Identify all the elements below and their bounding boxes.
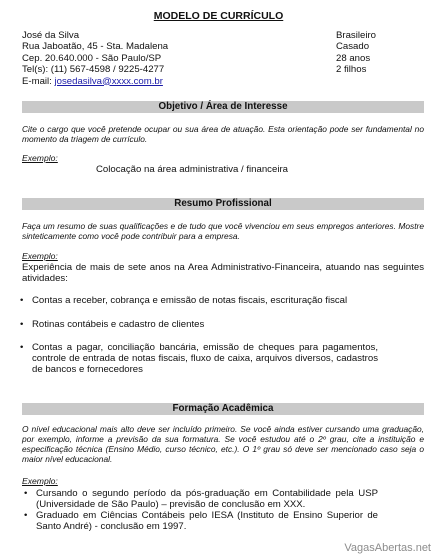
- objetivo-example-label: Exemplo:: [22, 153, 58, 163]
- formacao-example-label: Exemplo:: [22, 476, 58, 486]
- bullet-icon: •: [24, 510, 28, 521]
- postal-code-city: Cep. 20.640.000 - São Paulo/SP: [22, 52, 162, 64]
- document-title-text: MODELO DE CURRÍCULO: [153, 10, 284, 22]
- resumo-list: [20, 295, 378, 306]
- list-item: [24, 510, 378, 532]
- email-label: E-mail:: [22, 75, 52, 87]
- list-item: [24, 488, 378, 510]
- resumo-instruction: Faça um resumo de suas qualificações e de tudo que você vivenciou em seus empregos anteriores. Mostre sinteticamente como você pode contribuir para a empresa.: [22, 221, 424, 241]
- email-link[interactable]: josedasilva@xxxx.com.br: [54, 75, 163, 87]
- age: 28 anos: [336, 52, 371, 64]
- bullet-icon: •: [20, 319, 24, 330]
- bullet-icon: •: [20, 295, 24, 306]
- formacao-instruction: O nível educacional mais alto deve ser incluído primeiro. Se você ainda estiver cursando uma graduação, por exemplo, informe a previsão da sua formatura. Se você estudou até o 2º grau, cite a instituição e especificação técnica (Ensino Médio, curso técnico, etc.). O 1º grau só deve ser mencionado caso seja o maior nível educacional.: [22, 424, 424, 464]
- full-name: José da Silva: [22, 30, 80, 41]
- section-heading-formacao: Formação Acadêmica: [22, 403, 424, 415]
- formacao-list: [24, 488, 378, 532]
- list-item: [20, 319, 378, 330]
- address: Rua Jaboatão, 45 - Sta. Madalena: [22, 41, 169, 53]
- document-title: [0, 10, 437, 22]
- phones: Tel(s): (11) 567-4598 / 9225-4277: [22, 64, 165, 76]
- bullet-icon: •: [20, 342, 24, 353]
- list-item: [20, 342, 378, 375]
- formacao-item-2: Graduado em Ciências Contábeis pelo IESA (Instituto de Ensino Superior de Santo André) - conclusão em 1997.: [36, 510, 378, 532]
- nationality: Brasileiro: [336, 30, 376, 41]
- personal-details: [336, 30, 426, 76]
- email-row: [22, 76, 312, 87]
- children: 2 filhos: [336, 64, 367, 76]
- objetivo-example-text: Colocação na área administrativa / financeira: [96, 164, 288, 175]
- resumo-example-label: Exemplo:: [22, 251, 58, 261]
- resumo-list-3: [20, 342, 378, 375]
- section-heading-objetivo: Objetivo / Área de Interesse: [22, 101, 424, 113]
- resumo-item-2: Rotinas contábeis e cadastro de clientes: [32, 319, 205, 330]
- resumo-item-3: Contas a pagar, conciliação bancária, emissão de cheques para pagamentos, controle de entrada de notas fiscais, fluxo de caixa, arquivos diversos, cadastros de bancos e fornecedores: [32, 342, 378, 375]
- marital-status: Casado: [336, 41, 370, 53]
- resumo-item-1: Contas a receber, cobrança e emissão de notas fiscais, escrituração fiscal: [32, 295, 348, 306]
- personal-info: [22, 30, 312, 87]
- resumo-list-2: [20, 319, 378, 330]
- list-item: [20, 295, 378, 306]
- section-heading-resumo: Resumo Profissional: [22, 198, 424, 210]
- watermark: VagasAbertas.net: [344, 542, 431, 554]
- formacao-item-1: Cursando o segundo período da pós-graduação em Contabilidade pela USP (Universidade de São Paulo) – previsão de conclusão em XXX.: [36, 488, 378, 510]
- resumo-intro: Experiência de mais de sete anos na Area Administrativo-Financeira, atuando nas seguintes atividades:: [22, 262, 424, 284]
- objetivo-instruction: Cite o cargo que você pretende ocupar ou sua área de atuação. Esta orientação pode ser fundamental no momento da triagem de currículo.: [22, 124, 424, 144]
- bullet-icon: •: [24, 488, 28, 499]
